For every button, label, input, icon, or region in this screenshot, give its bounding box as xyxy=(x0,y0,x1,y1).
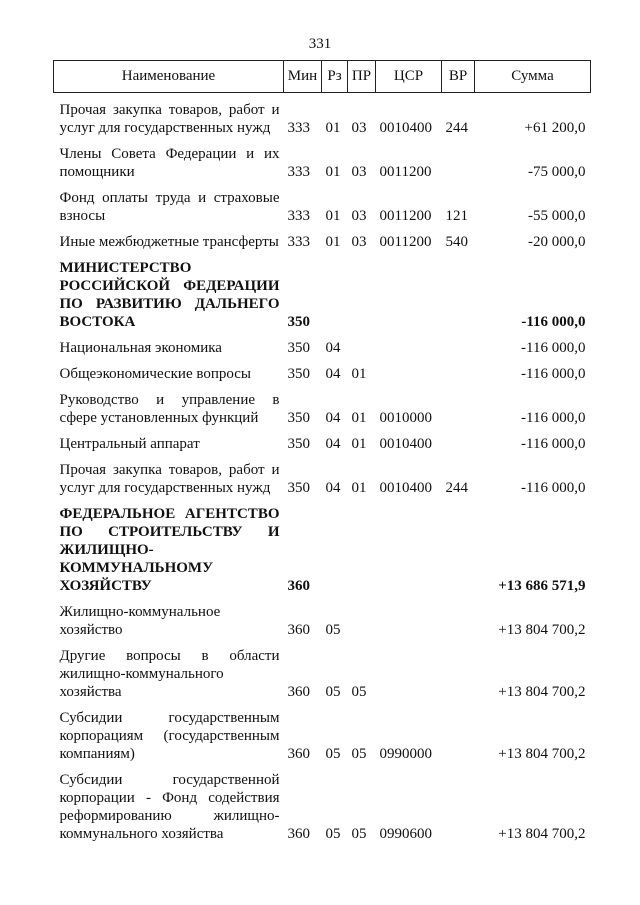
cell-vr: 244 xyxy=(445,480,468,496)
cell-csr xyxy=(376,603,442,639)
row-spacer xyxy=(54,595,591,603)
cell-csr: 0011200 xyxy=(379,164,432,180)
cell-rz: 05 xyxy=(325,622,341,638)
cell-rz: 01 xyxy=(325,234,341,250)
cell-vr xyxy=(442,709,475,763)
cell-csr xyxy=(376,259,442,331)
cell-pr: 01 xyxy=(351,366,367,382)
cell-sum: -55 000,0 xyxy=(528,208,586,224)
cell-pr: 01 xyxy=(351,480,367,496)
row-spacer xyxy=(54,427,591,435)
cell-vr xyxy=(442,505,475,595)
cell-csr: 0010400 xyxy=(379,480,432,496)
cell-min: 360 xyxy=(287,746,310,762)
row-spacer xyxy=(54,383,591,391)
header-pr: ПР xyxy=(348,61,376,93)
cell-min: 360 xyxy=(287,578,310,594)
header-name: Наименование xyxy=(54,61,284,93)
cell-min: 360 xyxy=(287,826,310,842)
cell-min: 360 xyxy=(287,622,310,638)
cell-name: ФЕДЕРАЛЬНОЕ АГЕНТСТВО ПО СТРОИТЕЛЬСТВУ И ЖИЛИЩНО-КОММУНАЛЬНОМУ ХОЗЯЙСТВУ xyxy=(59,506,280,594)
row-spacer xyxy=(54,763,591,771)
cell-min: 350 xyxy=(287,410,310,426)
table-row xyxy=(54,647,591,701)
cell-pr: 01 xyxy=(351,436,367,452)
header-sum: Сумма xyxy=(475,61,591,93)
cell-sum: -116 000,0 xyxy=(521,410,586,426)
cell-sum: +13 804 700,2 xyxy=(498,826,586,842)
cell-rz: 04 xyxy=(325,410,341,426)
cell-pr: 05 xyxy=(351,746,367,762)
cell-min: 350 xyxy=(287,436,310,452)
table-row xyxy=(54,461,591,497)
cell-vr xyxy=(442,259,475,331)
cell-csr: 0990600 xyxy=(379,826,432,842)
table-row xyxy=(54,145,591,181)
cell-min: 350 xyxy=(287,480,310,496)
cell-vr xyxy=(442,435,475,453)
cell-name: Субсидии государственной корпорации - Фонд содействия реформированию жилищно-коммунального хозяйства xyxy=(59,772,280,842)
cell-rz: 04 xyxy=(325,366,341,382)
cell-rz: 04 xyxy=(325,436,341,452)
cell-rz: 05 xyxy=(325,826,341,842)
cell-min: 350 xyxy=(287,340,310,356)
row-spacer xyxy=(54,137,591,145)
table-row xyxy=(54,391,591,427)
table-row xyxy=(54,233,591,251)
cell-csr: 0011200 xyxy=(379,234,432,250)
row-spacer xyxy=(54,331,591,339)
cell-rz: 05 xyxy=(325,684,341,700)
cell-csr: 0010400 xyxy=(379,436,432,452)
page-number: 331 xyxy=(308,36,332,52)
cell-name: Жилищно-коммунальное хозяйство xyxy=(59,604,221,638)
cell-vr: 121 xyxy=(445,208,468,224)
cell-pr xyxy=(348,259,376,331)
cell-name: Центральный аппарат xyxy=(59,436,200,452)
cell-min: 350 xyxy=(287,314,310,330)
table-row xyxy=(54,603,591,639)
table-row xyxy=(54,365,591,383)
row-spacer xyxy=(54,497,591,505)
cell-rz xyxy=(322,259,348,331)
cell-pr xyxy=(348,339,376,357)
cell-min: 333 xyxy=(287,234,310,250)
cell-vr xyxy=(442,391,475,427)
cell-csr: 0990000 xyxy=(379,746,432,762)
cell-vr xyxy=(442,603,475,639)
header-vr: ВР xyxy=(442,61,475,93)
table-row xyxy=(54,435,591,453)
table-body xyxy=(54,93,591,844)
cell-min: 333 xyxy=(287,208,310,224)
cell-rz: 01 xyxy=(325,120,341,136)
cell-sum: +13 686 571,9 xyxy=(498,578,586,594)
table-row xyxy=(54,101,591,137)
row-spacer xyxy=(54,225,591,233)
row-spacer xyxy=(54,453,591,461)
table-row xyxy=(54,339,591,357)
row-spacer xyxy=(54,701,591,709)
table-row xyxy=(54,709,591,763)
cell-sum: +13 804 700,2 xyxy=(498,746,586,762)
cell-pr: 05 xyxy=(351,684,367,700)
cell-name: Фонд оплаты труда и страховые взносы xyxy=(59,190,280,224)
row-spacer xyxy=(54,181,591,189)
cell-csr xyxy=(376,339,442,357)
cell-vr xyxy=(442,339,475,357)
cell-pr: 03 xyxy=(351,234,367,250)
cell-name: Прочая закупка товаров, работ и услуг для государственных нужд xyxy=(59,102,280,136)
cell-pr: 01 xyxy=(351,410,367,426)
cell-rz: 04 xyxy=(325,340,341,356)
cell-rz: 01 xyxy=(325,208,341,224)
cell-min: 333 xyxy=(287,164,310,180)
row-spacer xyxy=(54,357,591,365)
cell-csr: 0011200 xyxy=(379,208,432,224)
row-spacer xyxy=(54,251,591,259)
cell-sum: -75 000,0 xyxy=(528,164,586,180)
cell-sum: -116 000,0 xyxy=(521,436,586,452)
cell-pr xyxy=(348,505,376,595)
cell-name: Иные межбюджетные трансферты xyxy=(59,234,279,250)
cell-vr xyxy=(442,647,475,701)
cell-name: Субсидии государственным корпорациям (государственным компаниям) xyxy=(59,710,280,762)
cell-sum: -116 000,0 xyxy=(521,366,586,382)
cell-name: Руководство и управление в сфере установленных функций xyxy=(59,392,280,426)
cell-vr xyxy=(442,771,475,843)
cell-min: 333 xyxy=(287,120,310,136)
table-row xyxy=(54,189,591,225)
cell-vr: 540 xyxy=(445,234,468,250)
cell-csr xyxy=(376,365,442,383)
budget-table xyxy=(53,60,591,843)
cell-pr: 05 xyxy=(351,826,367,842)
table-row xyxy=(54,505,591,595)
cell-sum: -116 000,0 xyxy=(521,340,586,356)
cell-rz: 01 xyxy=(325,164,341,180)
cell-csr: 0010400 xyxy=(379,120,432,136)
cell-rz: 05 xyxy=(325,746,341,762)
cell-pr xyxy=(348,603,376,639)
cell-name: Прочая закупка товаров, работ и услуг для государственных нужд xyxy=(59,462,280,496)
cell-name: Национальная экономика xyxy=(59,340,222,356)
cell-pr: 03 xyxy=(351,120,367,136)
cell-csr: 0010000 xyxy=(379,410,432,426)
cell-vr: 244 xyxy=(445,120,468,136)
cell-name: Общеэкономические вопросы xyxy=(59,366,251,382)
cell-name: Члены Совета Федерации и их помощники xyxy=(59,146,280,180)
cell-sum: +13 804 700,2 xyxy=(498,684,586,700)
cell-name: МИНИСТЕРСТВО РОССИЙСКОЙ ФЕДЕРАЦИИ ПО РАЗВИТИЮ ДАЛЬНЕГО ВОСТОКА xyxy=(59,260,280,330)
header-csr: ЦСР xyxy=(376,61,442,93)
table-row xyxy=(54,259,591,331)
cell-sum: -116 000,0 xyxy=(521,314,586,330)
cell-min: 360 xyxy=(287,684,310,700)
cell-name: Другие вопросы в области жилищно-коммунального хозяйства xyxy=(59,648,280,700)
cell-sum: -20 000,0 xyxy=(528,234,586,250)
cell-sum: -116 000,0 xyxy=(521,480,586,496)
row-spacer xyxy=(54,639,591,647)
cell-rz: 04 xyxy=(325,480,341,496)
cell-rz xyxy=(322,505,348,595)
cell-vr xyxy=(442,365,475,383)
cell-csr xyxy=(376,505,442,595)
header-min: Мин xyxy=(284,61,322,93)
row-spacer xyxy=(54,93,591,102)
cell-pr: 03 xyxy=(351,208,367,224)
table-row xyxy=(54,771,591,843)
cell-min: 350 xyxy=(287,366,310,382)
cell-vr xyxy=(442,145,475,181)
cell-pr: 03 xyxy=(351,164,367,180)
table-header xyxy=(54,61,591,93)
header-rz: Рз xyxy=(322,61,348,93)
cell-csr xyxy=(376,647,442,701)
cell-sum: +61 200,0 xyxy=(524,120,586,136)
cell-sum: +13 804 700,2 xyxy=(498,622,586,638)
